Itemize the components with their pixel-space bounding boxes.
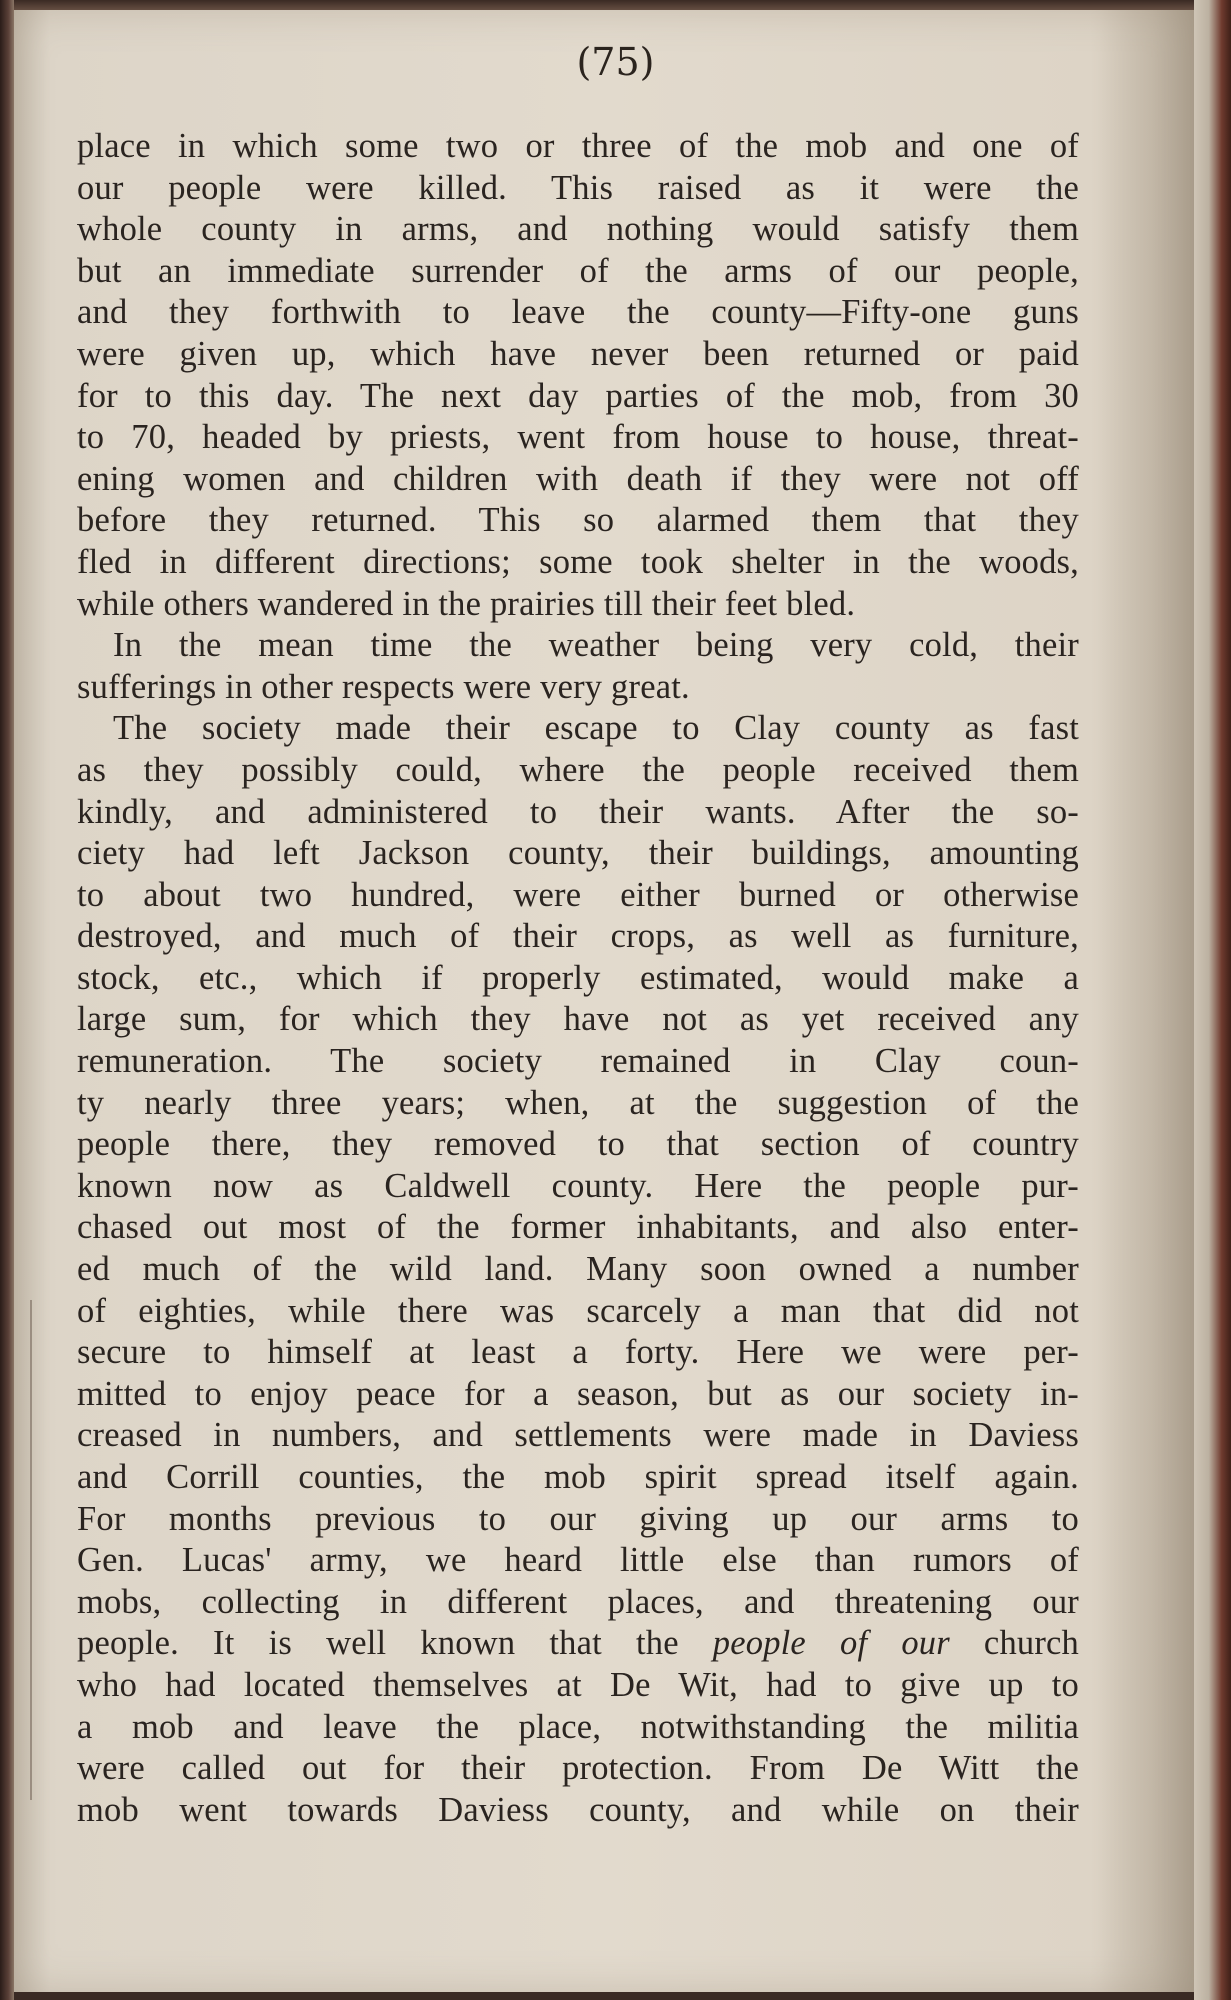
text-line: sufferings in other respects were very great.	[77, 667, 690, 706]
text-line: who had located themselves at De Wit, had to give up to	[77, 1665, 1079, 1704]
text-line: destroyed, and much of their crops, as well as furniture,	[77, 917, 1079, 956]
text-line: large sum, for which they have not as yet received any	[77, 1000, 1079, 1039]
book-cover-edge	[1194, 0, 1231, 2000]
text-line: remuneration. The society remained in Clay coun-	[77, 1042, 1079, 1081]
text-line: our people were killed. This raised as it were the	[77, 168, 1079, 207]
italic-phrase: people of our	[712, 1624, 950, 1663]
text-line: while others wandered in the prairies till their feet bled.	[77, 584, 856, 623]
text-line: to 70, headed by priests, went from house to house, threat-	[77, 418, 1079, 457]
text-line: were given up, which have never been returned or paid	[77, 334, 1079, 373]
text-line: Gen. Lucas' army, we heard little else than rumors of	[77, 1541, 1079, 1580]
text-line: mitted to enjoy peace for a season, but as our society in-	[77, 1374, 1079, 1413]
text-line: stock, etc., which if properly estimated, would make a	[77, 958, 1079, 997]
text-line: people there, they removed to that section of country	[77, 1125, 1079, 1164]
text-line: In the mean time the weather being very cold, their	[113, 626, 1079, 665]
text-line: fled in different directions; some took shelter in the woods,	[77, 542, 1079, 581]
text-line: to about two hundred, were either burned or otherwise	[77, 875, 1079, 914]
text-line: ty nearly three years; when, at the suggestion of the	[77, 1083, 1079, 1122]
text-line: The society made their escape to Clay county as fast	[113, 709, 1079, 748]
text-line: a mob and leave the place, notwithstanding the militia	[77, 1707, 1079, 1746]
text-segment: people. It is well known that the	[77, 1624, 713, 1663]
text-line: and Corrill counties, the mob spirit spread itself again.	[77, 1458, 1079, 1496]
text-line: ed much of the wild land. Many soon owned a number	[77, 1250, 1079, 1289]
text-line: before they returned. This so alarmed them that they	[77, 501, 1079, 540]
text-line: ciety had left Jackson county, their buildings, amounting	[77, 834, 1079, 873]
text-segment: church	[949, 1624, 1079, 1663]
text-line: creased in numbers, and settlements were made in Daviess	[77, 1416, 1079, 1455]
text-line: secure to himself at least a forty. Here we were per-	[77, 1333, 1079, 1372]
text-line-with-italic	[77, 1623, 1079, 1665]
margin-marks	[30, 1300, 42, 1800]
text-line: known now as Caldwell county. Here the people pur-	[77, 1166, 1079, 1205]
text-line: For months previous to our giving up our arms to	[77, 1499, 1079, 1538]
text-line: but an immediate surrender of the arms of our people,	[77, 251, 1079, 290]
text-line: of eighties, while there was scarcely a man that did not	[77, 1291, 1079, 1330]
text-line: chased out most of the former inhabitants, and also enter-	[77, 1208, 1079, 1247]
text-line: for to this day. The next day parties of the mob, from 30	[77, 376, 1079, 415]
text-line: place in which some two or three of the mob and one of	[77, 127, 1079, 165]
text-line: ening women and children with death if they were not off	[77, 459, 1079, 498]
page-right-shadow	[1090, 10, 1194, 1992]
text-line: and they forthwith to leave the county—Fifty-one guns	[77, 293, 1079, 332]
text-line: were called out for their protection. From De Witt the	[77, 1749, 1079, 1788]
text-line: mob went towards Daviess county, and while on their	[77, 1790, 1079, 1829]
page-number: (75)	[576, 40, 655, 84]
body-text	[77, 126, 1079, 1831]
book-spine-edge	[0, 0, 14, 2000]
text-line: whole county in arms, and nothing would satisfy them	[77, 210, 1079, 249]
text-line: as they possibly could, where the people received them	[77, 750, 1079, 789]
text-line: kindly, and administered to their wants. After the so-	[77, 792, 1079, 831]
text-line: mobs, collecting in different places, and threatening our	[77, 1582, 1079, 1621]
